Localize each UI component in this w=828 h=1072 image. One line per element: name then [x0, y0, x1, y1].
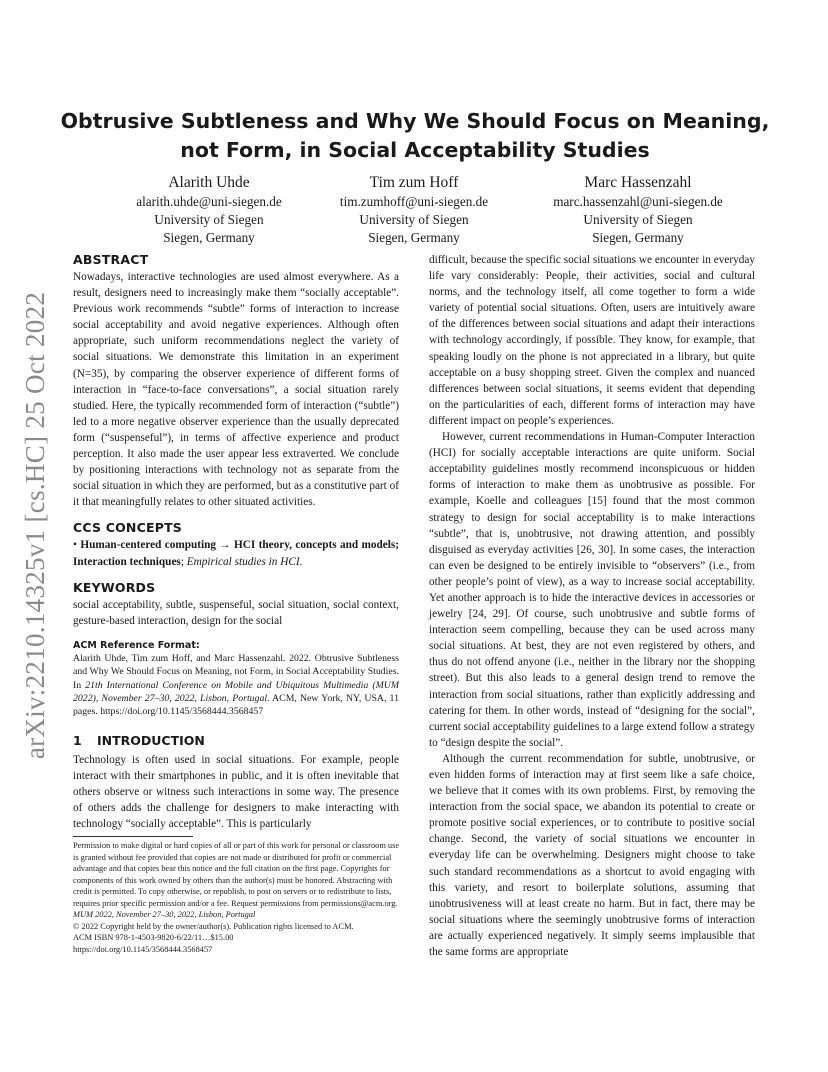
paper-title: Obtrusive Subtleness and Why We Should Focus on Meaning, not Form, in Social Acceptability Studies: [60, 109, 770, 162]
author-email: alarith.uhde@uni-siegen.de: [136, 194, 282, 209]
abstract-heading: ABSTRACT: [73, 252, 149, 267]
left-column: [73, 252, 399, 832]
section-title: INTRODUCTION: [97, 732, 205, 748]
doi-line: https://doi.org/10.1145/3568444.3568457: [73, 944, 213, 954]
ccs-primary-concepts: Human-centered computing → HCI theory, concepts and models; Interaction techniques: [73, 539, 399, 568]
arxiv-identifier-stamp: [16, 290, 56, 760]
introduction-heading: [73, 733, 399, 749]
reference-authors-title: Alarith Uhde, Tim zum Hoff, and Marc Hassenzahl. 2022. Obtrusive Subtleness and Why We Should Focus on Meaning, not Form, in Social Acceptability Studies. In: [73, 652, 399, 691]
arxiv-stamp-text: arXiv:2210.14325v1 [cs.HC] 25 Oct 2022: [20, 291, 51, 759]
footnote-venue: MUM 2022, November 27–30, 2022, Lisbon, Portugal: [73, 910, 256, 919]
introduction-paragraph-1: Technology is often used in social situations. For example, people interact with their smartphones in public, and it is often inevitable that others observe or witness such interactions in some way. The presence of others adds the challenge for designers to make interacting with technology “socially acceptable”. This is particularly: [73, 753, 399, 831]
ccs-separator: ;: [180, 555, 187, 568]
ccs-heading: CCS CONCEPTS: [73, 520, 182, 536]
introduction-paragraph-3: Although the current recommendation for subtle, unobtrusive, or even hidden forms of interaction may at first seem like a safe choice, we believe that it comes with its own problems. First, by removing the interaction from the social space, we abandon its potential to create or promote positive social experiences, or to contribute to positive social change. Second, the variety of social situations we encounter in everyday life can be overwhelming. Designers might choose to take such standard recommendations as a shortcut to avoid engaging with this variety, and resort to boilerplate solutions, assuming that unobtrusiveness will at least create no harm. But in fact, there may be social situations where the seemingly unobtrusive forms of interaction are actually experienced negatively. It simply seems implausible that the same forms are appropriate: [429, 752, 755, 959]
copyright-footnote: [73, 840, 403, 955]
author-block: [0, 173, 828, 245]
permission-notice: Permission to make digital or hard copies of all or part of this work for personal or classroom use is granted without fee provided that copies are not made or distributed for profit or commercial advantage and that copies bear this notice and the full citation on the first page. Copyrights for components of this work owned by others than the author(s) must be honored. Abstracting with credit is permitted. To copy otherwise, or republish, to post on servers or to redistribute to lists, requires prior specific permission and/or a fee. Request permissions from permissions@acm.org.: [73, 841, 400, 908]
author-location: Siegen, Germany: [368, 230, 460, 245]
copyright-line: © 2022 Copyright held by the owner/author(s). Publication rights licensed to ACM.: [73, 921, 354, 931]
reference-publisher-doi: ACM, New York, NY, USA, 11 pages. https://doi.org/10.1145/3568444.3568457: [73, 693, 399, 718]
author-name: Tim zum Hoff: [369, 174, 459, 191]
ccs-secondary-concept: Empirical studies in HCI: [186, 555, 300, 568]
author-name: Alarith Uhde: [168, 174, 250, 191]
reference-venue: 21th International Conference on Mobile and Ubiquitous Multimedia (MUM 2022), November 27–30, 2022, Lisbon, Portugal.: [73, 679, 399, 704]
ccs-end: .: [299, 555, 303, 568]
author-affiliation: University of Siegen: [154, 212, 264, 227]
footnote-divider: [73, 836, 193, 837]
author-location: Siegen, Germany: [163, 230, 255, 245]
author-2: [289, 173, 539, 247]
author-name: Marc Hassenzahl: [584, 174, 692, 191]
introduction-paragraph-2: However, current recommendations in Human-Computer Interaction (HCI) for socially acceptable interactions are quite uniform. Social acceptability guidelines mostly recommend inconspicuous or hidden forms of interaction to make them as unobtrusive as possible. For example, Koelle and colleagues [15] found that the most common strategy to design for social acceptability is to make interactions “subtle”, that is, unobtrusive, not drawing attention, and possibly disguised as everyday activities [26, 30]. In some cases, the interaction can even be designed to be entirely invisible to “observers” (i.e., from other people’s point of view), as a way to increase social acceptability. Yet another approach is to hide the interactive devices in accessories or jewelry [24, 29]. Of course, such unobtrusive and subtle forms of interaction seem compelling, because they can be used across many social situations. At best, they are not even registered by others, and thus do not offend anyone (i.e., neither in the library nor the shopping street). But this also leads to a general design trend to remove the interaction from social situations, rather than explicitly addressing and catering for them. In other words, instead of “designing for the social”, current social acceptability guidelines to a large extend follow a strategy to “design despite the social”.: [429, 431, 755, 749]
author-affiliation: University of Siegen: [359, 212, 469, 227]
right-column: [429, 252, 755, 960]
section-number: 1: [73, 732, 82, 748]
acm-reference-text: [73, 652, 399, 719]
author-affiliation: University of Siegen: [583, 212, 693, 227]
ccs-bullet: •: [73, 539, 77, 552]
author-3: [513, 173, 763, 247]
keywords-text: social acceptability, subtle, suspenseful, social situation, social context, gesture-based interaction, design for the social: [73, 598, 399, 627]
keywords-heading: KEYWORDS: [73, 579, 156, 595]
isbn-line: ACM ISBN 978-1-4503-9820-6/22/11…$15.00: [73, 933, 234, 942]
author-location: Siegen, Germany: [592, 230, 684, 245]
author-email: marc.hassenzahl@uni-siegen.de: [553, 194, 723, 209]
author-email: tim.zumhoff@uni-siegen.de: [339, 194, 489, 209]
abstract-text: Nowadays, interactive technologies are used almost everywhere. As a result, designers need to increasingly make them “socially acceptable”. Previous work recommends “subtle” forms of interaction to increase social acceptability and avoid negative experiences. Although often appropriate, such uniform recommendations neglect the variety of social situations. We demonstrate this limitation in an experiment (N=35), by comparing the observer experience of different forms of interaction in “face-to-face conversations”, a social situation rarely studied. Here, the typically recommended form of interaction (“subtle”) led to a more negative observer experience than the usually deprecated form (“suspenseful”), in terms of affective experience and product perception. It also made the user appear less extraverted. We conclude by positioning interactions with technology not as separate from the social situation in which they are performed, but as a constitutive part of it that meaningfully relates to other situated activities.: [73, 271, 399, 509]
ccs-concepts: [73, 537, 399, 569]
introduction-paragraph-1-continued: difficult, because the specific social situations we encounter in everyday life vary considerably: People, their activities, social and cultural norms, and the technology itself, all come together to form a wide variety of potential social situations. Often, users are intuitively aware of the differences between social situations and adapt their interactions with technology accordingly, if possible. They know, for example, that speaking loudly on the phone is not appreciated in a library, but quite acceptable on a busy shopping street. Given the complex and nuanced differences between social situations, it seems evident that depending on the particularities of each, different forms of interaction may have different impact on people’s experiences.: [429, 254, 755, 427]
acm-reference-heading: ACM Reference Format:: [73, 639, 200, 651]
